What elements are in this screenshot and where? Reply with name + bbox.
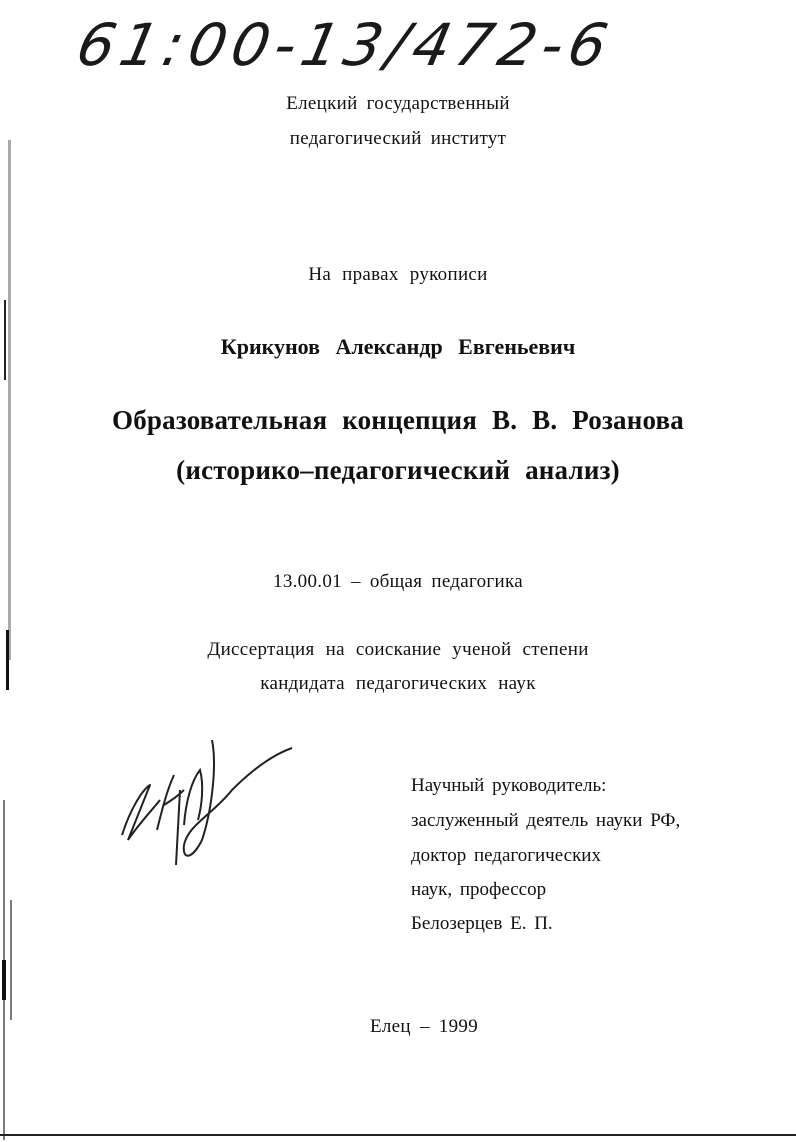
manuscript-note: На правах рукописи — [308, 264, 488, 285]
institution-line-1: Елецкий государственный — [286, 93, 510, 114]
supervisor-title-3: наук, профессор — [411, 879, 547, 900]
handwritten-archive-code: 61:00-13/472-6 — [70, 11, 620, 79]
place-and-year: Елец – 1999 — [370, 1016, 478, 1037]
degree-line-1: Диссертация на соискание ученой степени — [207, 639, 589, 660]
signature-icon — [112, 730, 302, 870]
title-line-1: Образовательная концепция В. В. Розанова — [112, 405, 684, 435]
supervisor-label: Научный руководитель: — [411, 775, 607, 796]
supervisor-name: Белозерцев Е. П. — [411, 913, 553, 934]
institution-line-2: педагогический институт — [289, 128, 507, 149]
supervisor-title-1: заслуженный деятель науки РФ, — [411, 810, 681, 831]
degree-line-2: кандидата педагогических наук — [260, 673, 536, 694]
supervisor-title-2: доктор педагогических — [411, 845, 601, 866]
specialty-code: 13.00.01 – общая педагогика — [273, 571, 523, 592]
page-bottom-divider — [0, 1134, 796, 1136]
title-line-2: (историко–педагогический анализ) — [176, 455, 620, 485]
author-name: Крикунов Александр Евгеньевич — [220, 334, 576, 359]
